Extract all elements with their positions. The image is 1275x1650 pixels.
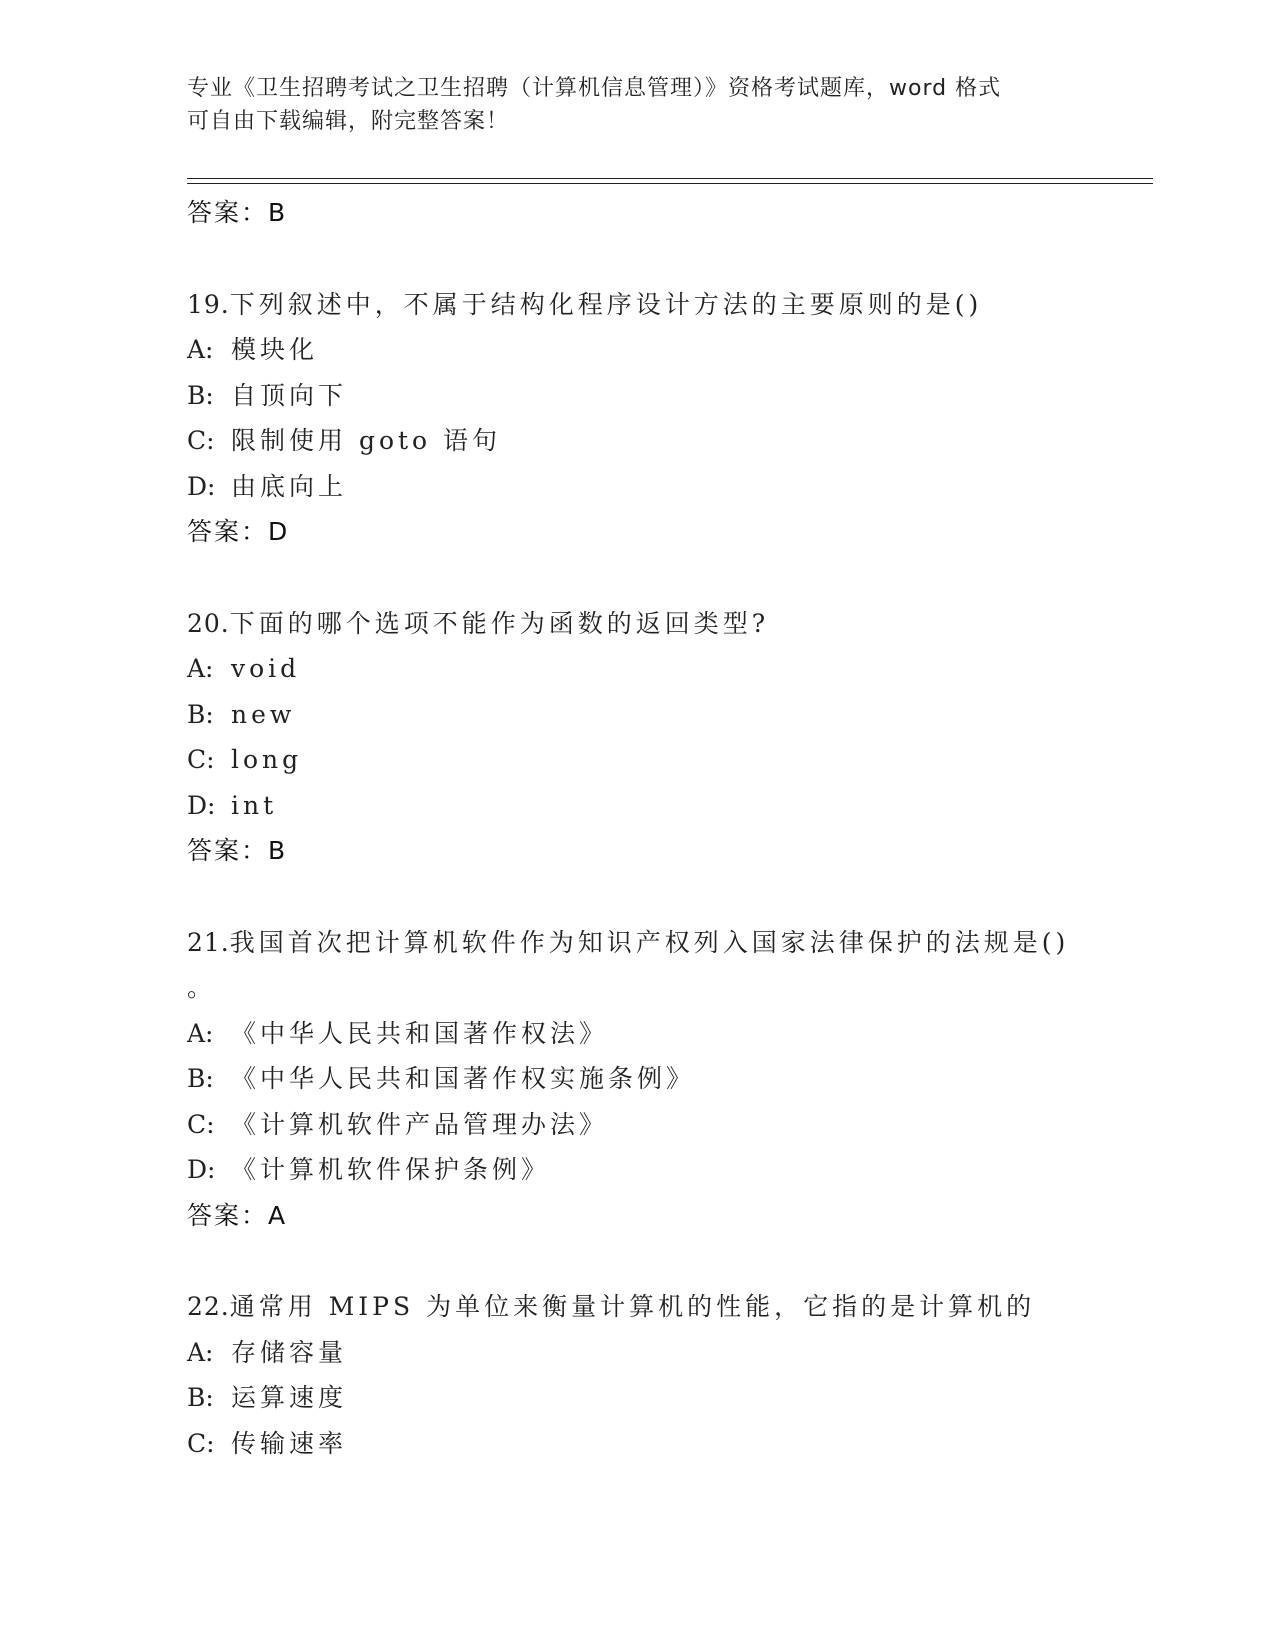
option-text: new xyxy=(231,699,296,729)
option-letter: D: xyxy=(187,1155,216,1184)
option-text: 《计算机软件产品管理办法》 xyxy=(231,1109,609,1139)
header-line-2: 可自由下载编辑，附完整答案！ xyxy=(187,109,510,134)
option-letter: A: xyxy=(187,1018,214,1048)
option-letter: B: xyxy=(187,1383,214,1412)
question-stem-continuation: 。 xyxy=(187,973,217,1002)
option-letter: B: xyxy=(187,380,214,410)
question-text: 下列叙述中，不属于结构化程序设计方法的主要原则的是() xyxy=(229,289,983,319)
question-22 xyxy=(187,1284,1087,1466)
answer-line: 答案：D xyxy=(187,517,290,546)
question-number: 22. xyxy=(187,1292,230,1321)
option-a xyxy=(187,1330,1087,1376)
option-text: long xyxy=(231,745,303,774)
option-text: int xyxy=(231,790,278,820)
spacer xyxy=(187,236,1087,282)
question-19 xyxy=(187,282,1087,555)
option-c xyxy=(187,1421,1087,1467)
option-text: 《中华人民共和国著作权实施条例》 xyxy=(231,1064,696,1093)
option-b xyxy=(187,692,1087,738)
header-divider-bottom xyxy=(187,183,1153,184)
question-stem xyxy=(187,601,1087,647)
option-text: 《中华人民共和国著作权法》 xyxy=(231,1018,609,1048)
option-letter: C: xyxy=(187,745,215,774)
option-letter: C: xyxy=(187,1109,215,1139)
option-text: 存储容量 xyxy=(231,1337,348,1367)
option-text: 运算速度 xyxy=(231,1383,348,1412)
option-c xyxy=(187,737,1087,783)
option-text: void xyxy=(231,654,301,683)
option-d xyxy=(187,464,1087,510)
option-text: 限制使用 goto 语句 xyxy=(231,426,502,455)
question-number: 21. xyxy=(187,927,230,957)
option-letter: D: xyxy=(187,471,216,501)
option-d xyxy=(187,783,1087,829)
question-21 xyxy=(187,920,1087,1239)
option-b xyxy=(187,1056,1087,1102)
question-20 xyxy=(187,601,1087,874)
option-text: 由底向上 xyxy=(231,471,348,501)
option-d xyxy=(187,1147,1087,1193)
option-letter: A: xyxy=(187,1337,214,1367)
question-text: 我国首次把计算机软件作为知识产权列入国家法律保护的法规是() xyxy=(229,927,1070,957)
option-letter: D: xyxy=(187,790,216,820)
spacer xyxy=(187,874,1087,920)
question-number: 20. xyxy=(187,608,230,638)
option-letter: A: xyxy=(187,654,214,683)
option-text: 模块化 xyxy=(231,335,319,364)
answer-line: 答案：A xyxy=(187,1200,288,1230)
option-c xyxy=(187,1102,1087,1148)
option-letter: B: xyxy=(187,699,214,729)
option-letter: A: xyxy=(187,335,214,364)
option-b xyxy=(187,373,1087,419)
spacer xyxy=(187,555,1087,601)
option-text: 自顶向下 xyxy=(231,380,348,410)
question-text: 通常用 MIPS 为单位来衡量计算机的性能，它指的是计算机的 xyxy=(229,1292,1036,1321)
spacer xyxy=(187,1238,1087,1284)
previous-answer: 答案：B xyxy=(187,198,288,227)
question-stem xyxy=(187,282,1087,328)
header-line-1: 专业《卫生招聘考试之卫生招聘（计算机信息管理）》资格考试题库，word 格式 xyxy=(187,76,1002,101)
question-stem xyxy=(187,920,1087,966)
question-text: 下面的哪个选项不能作为函数的返回类型? xyxy=(229,608,770,638)
header-divider-top xyxy=(187,178,1153,179)
document-header xyxy=(187,72,1067,138)
option-b xyxy=(187,1375,1087,1421)
option-letter: C: xyxy=(187,426,215,455)
option-text: 《计算机软件保护条例》 xyxy=(231,1155,551,1184)
question-list xyxy=(187,190,1087,1466)
option-letter: C: xyxy=(187,1428,215,1458)
answer-line: 答案：B xyxy=(187,836,288,865)
question-stem xyxy=(187,1284,1087,1330)
option-letter: B: xyxy=(187,1064,214,1093)
option-a xyxy=(187,327,1087,373)
option-c xyxy=(187,418,1087,464)
option-a xyxy=(187,1011,1087,1057)
option-text: 传输速率 xyxy=(231,1428,348,1458)
question-number: 19. xyxy=(187,289,230,319)
option-a xyxy=(187,646,1087,692)
